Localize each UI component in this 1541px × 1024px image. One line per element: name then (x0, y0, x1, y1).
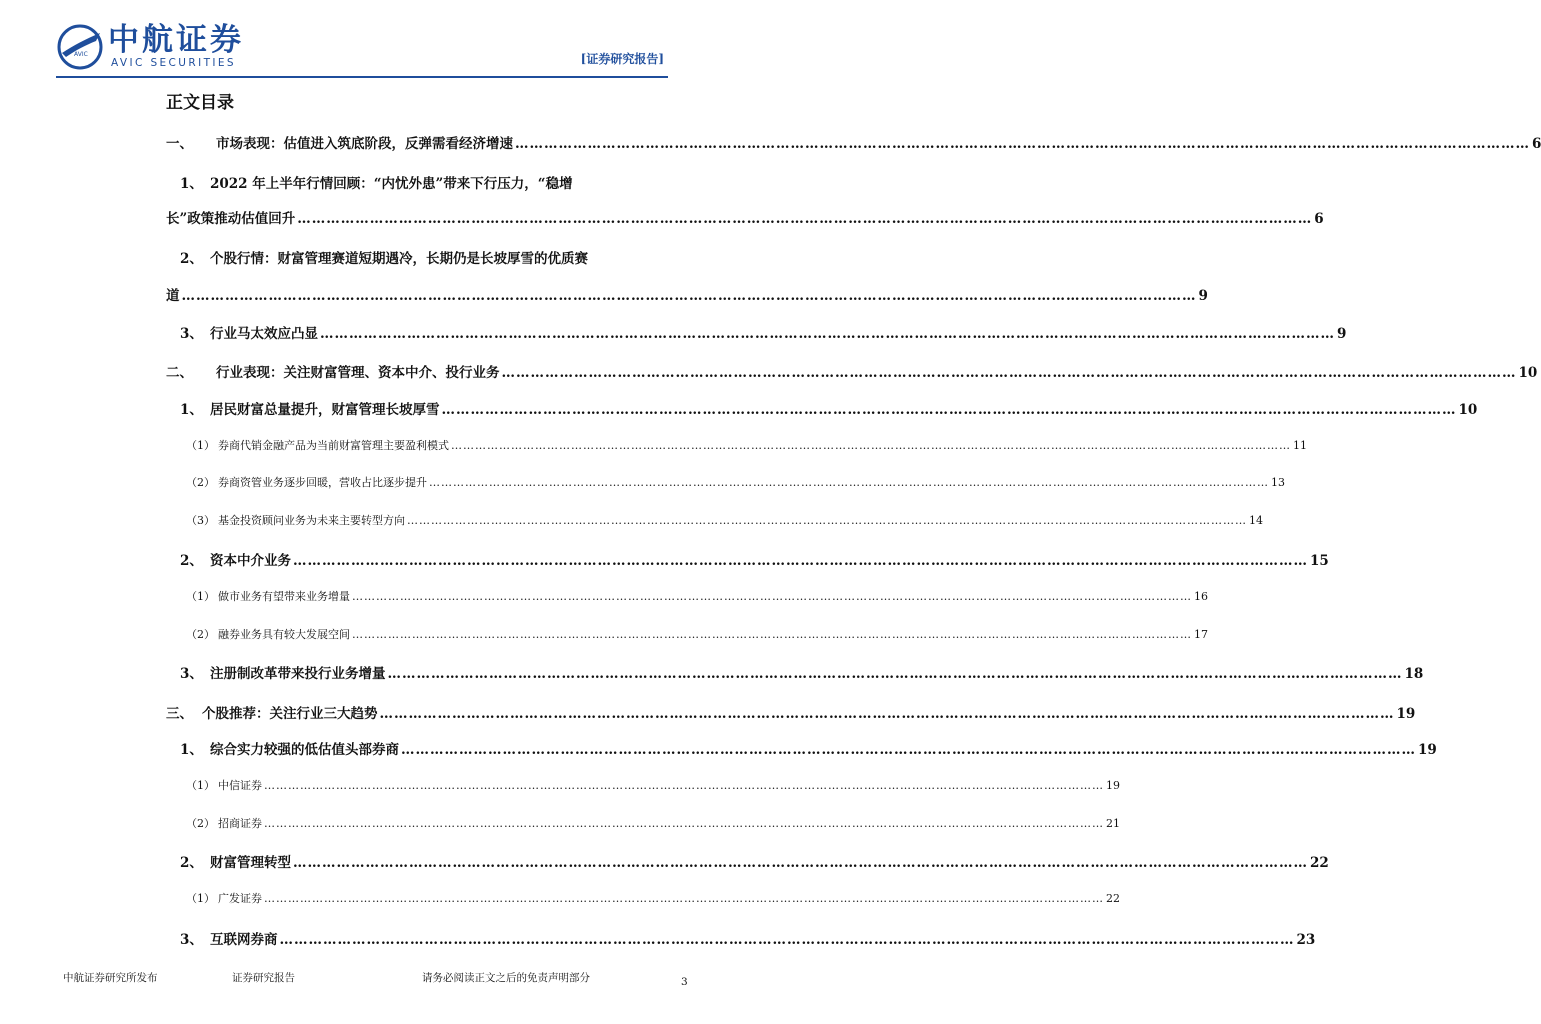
page-footer (0, 970, 724, 1000)
toc-entry[interactable] (186, 512, 1263, 528)
toc-entry-page: 6 (1314, 211, 1324, 227)
toc-leader-dots: ………………………………………………………………………………………………………………………………………………………………………………………… (181, 288, 1197, 304)
toc-entry[interactable] (180, 322, 1347, 342)
toc-entry-page: 13 (1271, 476, 1285, 489)
toc-leader-dots: ………………………………………………………………………………………………………………………………………………………………………………………… (441, 402, 1457, 418)
toc-leader-dots: ………………………………………………………………………………………………………………………………………………………………………………………… (297, 211, 1313, 227)
toc-entry-title-continued: 道 (166, 288, 180, 304)
toc-leader-dots: ………………………………………………………………………………………………………………………………………………………………………………………… (379, 706, 1395, 722)
toc-entry-title: 做市业务有望带来业务增量 (218, 590, 350, 603)
toc-entry-number: 3、 (180, 666, 203, 682)
toc-entry-title: 行业马太效应凸显 (210, 326, 318, 342)
toc-entry[interactable] (180, 928, 1316, 948)
toc-entry[interactable] (166, 207, 1324, 227)
toc-entry-title: 2022 年上半年行情回顾：“内忧外患”带来下行压力，“稳增 (210, 176, 573, 192)
toc-entry-number: （1） (186, 590, 215, 603)
toc-entry-page: 11 (1293, 439, 1307, 452)
toc-entry-number: （1） (186, 892, 215, 905)
toc-title: 正文目录 (166, 93, 234, 113)
toc-entry-title: 基金投资顾问业务为未来主要转型方向 (218, 514, 405, 527)
toc-entry-title: 注册制改革带来投行业务增量 (210, 666, 386, 682)
toc-entry-page: 21 (1106, 817, 1120, 830)
toc-leader-dots: ………………………………………………………………………………………………………………………………………………………………………………………… (264, 892, 1104, 905)
toc-entry-number: （1） (186, 439, 215, 452)
toc-entry-number: （3） (186, 514, 215, 527)
toc-entry-number: （2） (186, 628, 215, 641)
toc-entry-page: 19 (1418, 742, 1437, 758)
toc-entry-number: 1、 (180, 742, 203, 758)
toc-leader-dots: ………………………………………………………………………………………………………………………………………………………………………………………… (401, 742, 1416, 758)
toc-entry[interactable] (186, 437, 1307, 453)
toc-entry-title: 招商证券 (218, 817, 262, 830)
toc-entry[interactable] (166, 702, 1416, 722)
toc-entry-page: 9 (1337, 326, 1347, 342)
toc-entry-page: 15 (1310, 553, 1329, 569)
toc-leader-dots: ………………………………………………………………………………………………………………………………………………………………………………………… (264, 779, 1104, 792)
toc-entry-number: 3、 (180, 326, 203, 342)
toc-entry-title: 券商代销金融产品为当前财富管理主要盈利模式 (218, 439, 449, 452)
toc-entry[interactable] (180, 398, 1478, 418)
toc-entry-page: 19 (1396, 706, 1416, 722)
toc-entry-page: 16 (1194, 590, 1208, 603)
toc-entry-line (180, 172, 573, 192)
toc-entry-title: 广发证券 (218, 892, 262, 905)
toc-entry-number: （1） (186, 779, 215, 792)
toc-entry[interactable] (180, 662, 1424, 682)
toc-leader-dots: ………………………………………………………………………………………………………………………………………………………………………………………… (352, 590, 1192, 603)
page-number: 3 (681, 976, 688, 988)
toc-entry[interactable] (186, 588, 1208, 604)
toc-entry[interactable] (180, 851, 1329, 871)
footer-report-type: 证券研究报告 (232, 972, 295, 984)
toc-entry-title-continued: 长”政策推动估值回升 (166, 211, 296, 227)
toc-leader-dots: ………………………………………………………………………………………………………………………………………………………………………………………… (451, 439, 1291, 452)
toc-entry[interactable] (186, 626, 1208, 642)
toc-leader-dots: ………………………………………………………………………………………………………………………………………………………………………………………… (501, 365, 1517, 381)
toc-entry[interactable] (186, 890, 1120, 906)
toc-entry-title: 市场表现：估值进入筑底阶段，反弹需看经济增速 (216, 136, 513, 152)
toc-entry-page: 14 (1249, 514, 1263, 527)
logo-english: AVIC SECURITIES (111, 57, 236, 69)
toc-entry-number: 2、 (180, 553, 203, 569)
toc-entry-number: 二、 (166, 365, 193, 381)
toc-entry-title: 财富管理转型 (210, 855, 291, 871)
toc-leader-dots: ………………………………………………………………………………………………………………………………………………………………………………………… (320, 326, 1335, 342)
toc-entry-page: 22 (1106, 892, 1120, 905)
toc-entry-number: 3、 (180, 932, 203, 948)
toc-entry[interactable] (186, 815, 1120, 831)
toc-leader-dots: ………………………………………………………………………………………………………………………………………………………………………………………… (429, 476, 1269, 489)
toc-entry-number: 1、 (180, 176, 203, 192)
toc-entry-title: 中信证券 (218, 779, 262, 792)
toc-entry-page: 10 (1458, 402, 1478, 418)
toc-entry[interactable] (186, 777, 1120, 793)
toc-leader-dots: ………………………………………………………………………………………………………………………………………………………………………………………… (387, 666, 1403, 682)
toc-leader-dots: ………………………………………………………………………………………………………………………………………………………………………………………… (352, 628, 1192, 641)
toc-entry-title: 综合实力较强的低估值头部券商 (210, 742, 399, 758)
toc-leader-dots: ………………………………………………………………………………………………………………………………………………………………………………………… (293, 855, 1308, 871)
toc-leader-dots: ………………………………………………………………………………………………………………………………………………………………………………………… (407, 514, 1247, 527)
toc-entry-number: （2） (186, 476, 215, 489)
logo-chinese: 中航证券 (108, 22, 244, 58)
toc-entry-number: 2、 (180, 855, 203, 871)
logo-mark-label: AVIC (74, 51, 88, 58)
toc-entry-title: 个股行情：财富管理赛道短期遇冷，长期仍是长坡厚雪的优质赛 (210, 251, 588, 267)
footer-publisher: 中航证券研究所发布 (63, 972, 158, 984)
toc-leader-dots: ………………………………………………………………………………………………………………………………………………………………………………………… (279, 932, 1295, 948)
toc-entry-page: 17 (1194, 628, 1208, 641)
toc-entry-page: 10 (1518, 365, 1538, 381)
toc-entry-number: 2、 (180, 251, 203, 267)
toc-entry-number: 1、 (180, 402, 203, 418)
toc-entry-page: 23 (1296, 932, 1316, 948)
toc-entry[interactable] (186, 474, 1285, 490)
toc-entry-page: 9 (1198, 288, 1208, 304)
toc-entry-number: 三、 (166, 706, 193, 722)
report-tag: [证券研究报告] (580, 52, 664, 66)
toc-entry-title: 个股推荐：关注行业三大趋势 (202, 706, 378, 722)
toc-entry-number: 一、 (166, 136, 193, 152)
toc-entry[interactable] (166, 132, 1541, 152)
toc-entry-page: 6 (1532, 136, 1541, 152)
toc-entry-page: 19 (1106, 779, 1120, 792)
toc-entry-page: 22 (1310, 855, 1329, 871)
toc-entry-title: 行业表现：关注财富管理、资本中介、投行业务 (216, 365, 500, 381)
toc-entry-title: 融券业务具有较大发展空间 (218, 628, 350, 641)
toc-entry[interactable] (166, 361, 1538, 381)
toc-leader-dots: ………………………………………………………………………………………………………………………………………………………………………………………… (293, 553, 1308, 569)
toc-entry-title: 居民财富总量提升，财富管理长坡厚雪 (210, 402, 440, 418)
toc-entry[interactable] (180, 738, 1437, 758)
toc-entry[interactable] (180, 549, 1329, 569)
toc-entry-line (180, 247, 588, 267)
toc-leader-dots: ………………………………………………………………………………………………………………………………………………………………………………………… (515, 136, 1530, 152)
toc-leader-dots: ………………………………………………………………………………………………………………………………………………………………………………………… (264, 817, 1104, 830)
toc-entry-number: （2） (186, 817, 215, 830)
toc-entry-page: 18 (1404, 666, 1424, 682)
toc-entry[interactable] (166, 284, 1208, 304)
toc-entry-title: 互联网券商 (210, 932, 278, 948)
footer-disclaimer: 请务必阅读正文之后的免责声明部分 (422, 972, 590, 984)
toc-entry-title: 券商资管业务逐步回暖，营收占比逐步提升 (218, 476, 427, 489)
toc-entry-title: 资本中介业务 (210, 553, 291, 569)
